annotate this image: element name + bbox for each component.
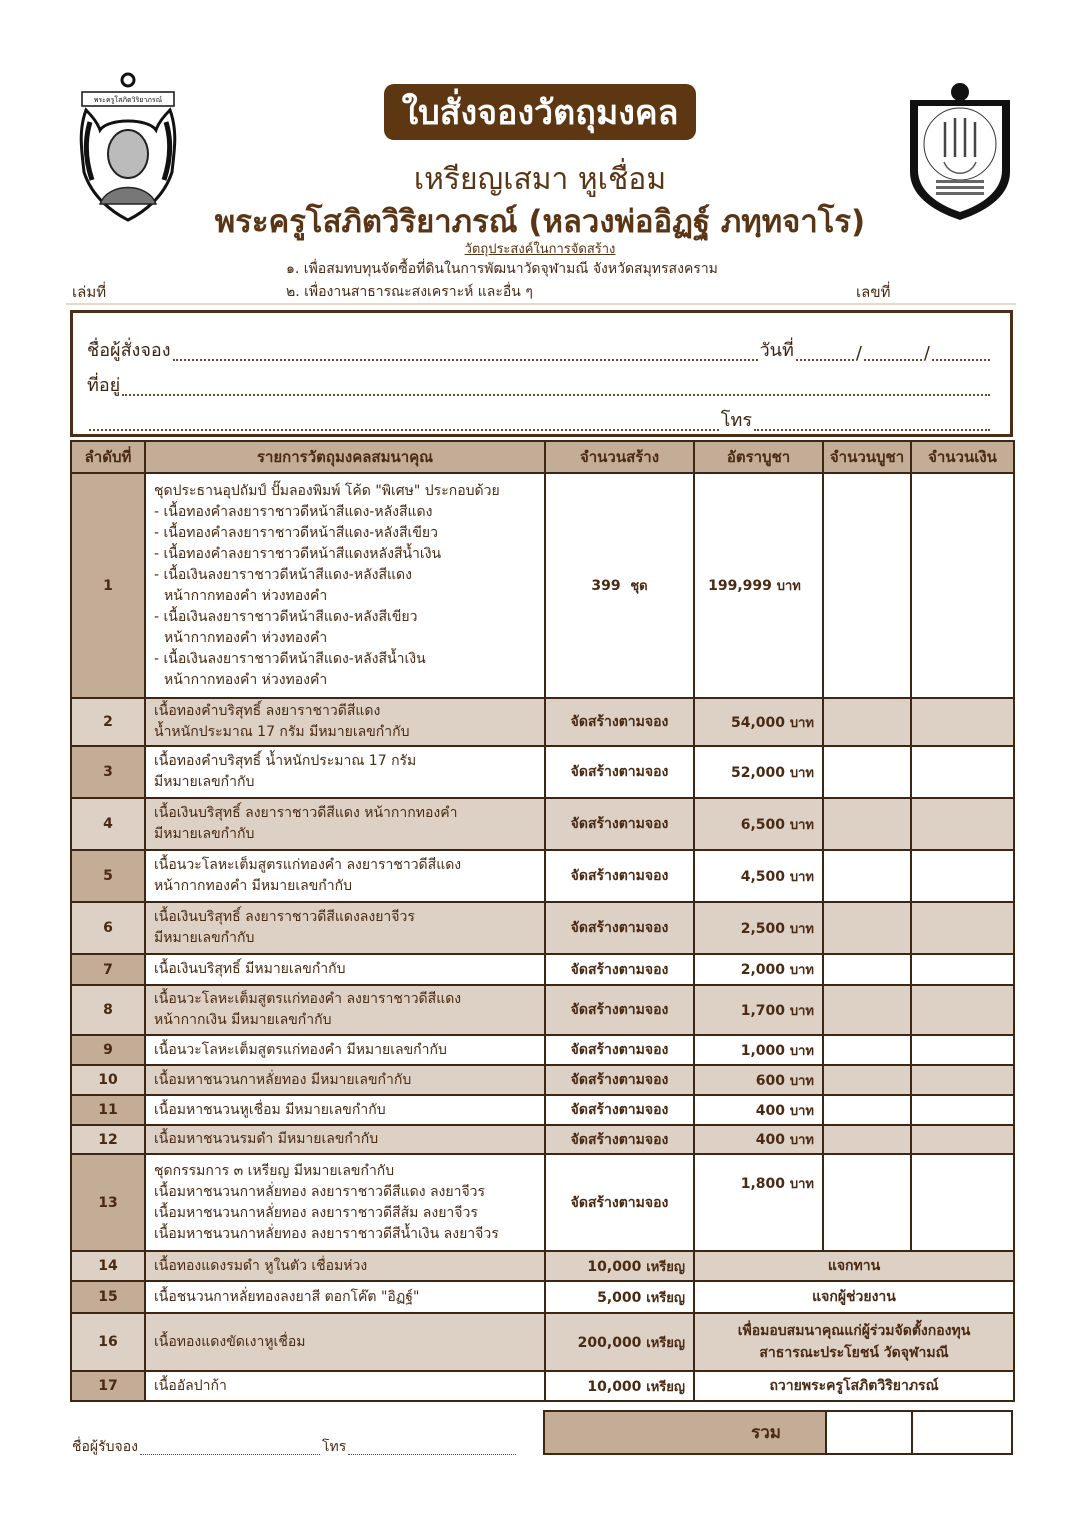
note-line: สาธารณะประโยชน์ วัดจุฬามณี (759, 1345, 949, 1361)
desc-line: เนื้อทองคำบริสุทธิ์ น้ำหนักประมาณ 17 กรัม (154, 753, 417, 769)
orderer-info-form (70, 310, 1013, 437)
quantity-made: จัดสร้างตามจอง (545, 850, 694, 902)
item-description (145, 798, 545, 850)
table-row (71, 1371, 1014, 1401)
order-qty-cell[interactable] (823, 850, 911, 902)
address-phone-line (87, 405, 992, 434)
desc-line: ชุดกรรมการ ๓ เหรียญ มีหมายเลขกำกับ (154, 1162, 395, 1179)
date-label: วันที่ (759, 340, 794, 361)
address-field-2[interactable] (89, 417, 719, 431)
quantity-made: จัดสร้างตามจอง (545, 954, 694, 985)
price (694, 954, 823, 985)
price-value: 199,999 (708, 578, 772, 594)
item-description (145, 1251, 545, 1281)
row-number: 1 (71, 473, 145, 698)
desc-line: - เนื้อเงินลงยาราชาวดีหน้าสีแดง-หลังสีเขียว (154, 608, 418, 625)
column-header-amount: จำนวนเงิน (911, 441, 1014, 473)
row-number: 15 (71, 1281, 145, 1313)
quantity-unit: ชุด (630, 579, 648, 594)
quantity-value: 200,000 (577, 1334, 642, 1351)
price-unit: บาท (776, 579, 801, 594)
order-qty-cell[interactable] (823, 902, 911, 954)
item-description (145, 746, 545, 798)
quantity-made (545, 473, 694, 698)
price-value: 400 (755, 1102, 785, 1119)
price-unit: บาท (789, 963, 814, 978)
price (694, 473, 823, 698)
table-row (71, 1313, 1014, 1371)
quantity-made: จัดสร้างตามจอง (545, 1065, 694, 1095)
address-line (87, 370, 992, 399)
address-label: ที่อยู่ (87, 375, 121, 396)
desc-line: หน้ากากทองคำ ห่วงทองคำ (164, 671, 328, 688)
quantity-made: จัดสร้างตามจอง (545, 1125, 694, 1154)
table-row (71, 902, 1014, 954)
amount-cell[interactable] (911, 1095, 1014, 1125)
table-row (71, 1251, 1014, 1281)
amount-cell[interactable] (911, 746, 1014, 798)
desc-line: น้ำหนักประมาณ 17 กรัม มีหมายเลขกำกับ (154, 724, 410, 740)
receiver-phone-field[interactable] (348, 1445, 516, 1455)
desc-line: เนื้อทองแดงรมดำ หูในตัว เชื่อมห่วง (154, 1257, 368, 1274)
table-row (71, 1035, 1014, 1065)
row-number: 3 (71, 746, 145, 798)
quantity-made: จัดสร้างตามจอง (545, 798, 694, 850)
amount-cell[interactable] (911, 473, 1014, 698)
address-field[interactable] (122, 382, 990, 396)
desc-line: - เนื้อทองคำลงยาราชาวดีหน้าสีแดง-หลังสีเขียว (154, 524, 438, 541)
price-value: 6,500 (740, 816, 785, 833)
price-unit: บาท (789, 1073, 814, 1089)
quantity-made: จัดสร้างตามจอง (545, 985, 694, 1035)
desc-line: มีหมายเลขกำกับ (154, 826, 255, 842)
price-unit: บาท (789, 869, 814, 885)
quantity-made: จัดสร้างตามจอง (545, 698, 694, 746)
desc-line: ชุดประธานอุปถัมป์ ปั๊มลองพิมพ์ โค้ด "พิเศษ" ประกอบด้วย (154, 482, 500, 499)
desc-line: เนื้อมหาชนวนกาหลั่ยทอง ลงยาราชาวดีสีน้ำเงิน ลงยาจีวร (154, 1225, 499, 1242)
desc-line: เนื้อนวะโลหะเต็มสูตรแก่ทองคำ ลงยาราชาวดีสีแดง (154, 857, 462, 873)
item-description (145, 473, 545, 698)
table-row (71, 473, 1014, 698)
price-value: 52,000 (730, 764, 785, 781)
price (694, 902, 823, 954)
quantity-made: จัดสร้างตามจอง (545, 1154, 694, 1251)
order-qty-cell[interactable] (823, 1095, 911, 1125)
date-month-field[interactable] (864, 347, 922, 361)
item-description (145, 1371, 545, 1401)
quantity-made (545, 1313, 694, 1371)
amount-cell[interactable] (911, 1154, 1014, 1251)
column-header-item: รายการวัตถุมงคลสมนาคุณ (145, 441, 545, 473)
row-number: 7 (71, 954, 145, 985)
price-unit: บาท (789, 921, 814, 937)
phone-label: โทร (720, 410, 752, 431)
table-row (71, 850, 1014, 902)
item-description (145, 1065, 545, 1095)
table-row (71, 1065, 1014, 1095)
desc-line: - เนื้อเงินลงยาราชาวดีหน้าสีแดง-หลังสีแดง (154, 566, 412, 583)
table-header-row (71, 441, 1014, 473)
row-number: 17 (71, 1371, 145, 1401)
row-number: 16 (71, 1313, 145, 1371)
desc-line: มีหมายเลขกำกับ (154, 774, 255, 790)
item-description (145, 985, 545, 1035)
date-separator: / (855, 343, 862, 364)
desc-line: หน้ากากทองคำ ห่วงทองคำ (164, 629, 328, 646)
running-number-label: เลขที่ (856, 283, 891, 301)
price-value: 2,500 (740, 920, 785, 937)
total-amount-cell[interactable] (913, 1412, 1011, 1453)
date-day-field[interactable] (796, 347, 854, 361)
table-row (71, 1125, 1014, 1154)
temple-emblem-icon (900, 82, 1020, 222)
row-number: 11 (71, 1095, 145, 1125)
total-order-qty-cell[interactable] (827, 1412, 913, 1453)
price-value: 2,000 (740, 962, 785, 978)
price-unit: บาท (789, 765, 814, 781)
quantity-value: 10,000 (587, 1258, 642, 1275)
quantity-made: จัดสร้างตามจอง (545, 902, 694, 954)
desc-line: - เนื้อทองคำลงยาราชาวดีหน้าสีแดงหลังสีน้ำเงิน (154, 545, 442, 562)
desc-line: เนื้อทองคำบริสุทธิ์ ลงยาราชาวดีสีแดง (154, 703, 381, 719)
date-year-field[interactable] (932, 347, 990, 361)
desc-line: เนื้อเงินบริสุทธิ์ ลงยาราชาวดีสีแดงลงยาจีวร (154, 909, 415, 925)
orderer-name-line (87, 335, 992, 364)
item-description (145, 954, 545, 985)
row-number: 14 (71, 1251, 145, 1281)
quantity-unit: เหรียญ (646, 1335, 685, 1351)
item-description (145, 1035, 545, 1065)
total-box (543, 1410, 1013, 1455)
price-unit: บาท (789, 1133, 814, 1148)
table-row (71, 1154, 1014, 1251)
quantity-made (545, 1371, 694, 1401)
price (694, 1095, 823, 1125)
price (694, 1065, 823, 1095)
item-description (145, 1125, 545, 1154)
amount-cell[interactable] (911, 1125, 1014, 1154)
quantity-value: 399 (591, 578, 621, 594)
table-row (71, 698, 1014, 746)
coin-name-title: เหรียญเสมา หูเชื่อม (413, 162, 667, 197)
desc-line: เนื้อทองแดงขัดเงาหูเชื่อม (154, 1333, 306, 1350)
item-description (145, 1281, 545, 1313)
price (694, 798, 823, 850)
purpose-heading: วัตถุประสงค์ในการจัดสร้าง (464, 242, 616, 257)
column-header-order-qty: จำนวนบูชา (823, 441, 911, 473)
order-qty-cell[interactable] (823, 698, 911, 746)
price (694, 1154, 823, 1251)
order-qty-cell[interactable] (823, 1154, 911, 1251)
amount-cell[interactable] (911, 1035, 1014, 1065)
row-number: 5 (71, 850, 145, 902)
price-value: 1,800 (740, 1176, 785, 1192)
desc-line: เนื้อชนวนกาหลั่ยทองลงยาสี ตอกโค๊ต "อิฏฐ์" (154, 1288, 420, 1305)
quantity-value: 5,000 (597, 1289, 642, 1306)
price (694, 985, 823, 1035)
row-number: 9 (71, 1035, 145, 1065)
amount-cell[interactable] (911, 954, 1014, 985)
items-table (70, 440, 1015, 1402)
desc-line: เนื้อเงินบริสุทธิ์ ลงยาราชาวดีสีแดง หน้ากากทองคำ (154, 805, 458, 821)
price (694, 1035, 823, 1065)
desc-line: เนื้ออัลปาก้า (154, 1377, 227, 1394)
amount-cell[interactable] (911, 698, 1014, 746)
price-unit: บาท (789, 1103, 814, 1119)
order-qty-cell[interactable] (823, 1035, 911, 1065)
price-value: 1,700 (740, 1002, 785, 1019)
order-qty-cell[interactable] (823, 746, 911, 798)
price-unit: บาท (789, 1177, 814, 1192)
quantity-made (545, 1251, 694, 1281)
table-row (71, 985, 1014, 1035)
desc-line: เนื้อนวะโลหะเต็มสูตรแก่ทองคำ มีหมายเลขกำกับ (154, 1041, 447, 1058)
item-note: แจกทาน (694, 1251, 1014, 1281)
page-title: ใบสั่งจองวัตถุมงคล (384, 84, 696, 140)
order-qty-cell[interactable] (823, 985, 911, 1035)
orderer-name-field[interactable] (173, 347, 758, 361)
quantity-made: จัดสร้างตามจอง (545, 746, 694, 798)
row-number: 10 (71, 1065, 145, 1095)
purpose-item-2: ๒. เพื่องานสาธารณะสงเคราะห์ และอื่น ๆ (286, 284, 533, 300)
date-separator: / (923, 343, 930, 364)
quantity-value: 10,000 (587, 1378, 642, 1395)
row-number: 12 (71, 1125, 145, 1154)
monk-name-title: พระครูโสภิตวิริยาภรณ์ (หลวงพ่ออิฏฐ์ ภทฺทจาโร) (214, 204, 866, 240)
note-line: เพื่อมอบสมนาคุณแก่ผู้ร่วมจัดตั้งกองทุน (737, 1323, 971, 1339)
item-description (145, 1154, 545, 1251)
price (694, 746, 823, 798)
row-number: 6 (71, 902, 145, 954)
price-value: 400 (755, 1132, 785, 1148)
table-row (71, 746, 1014, 798)
quantity-made: จัดสร้างตามจอง (545, 1095, 694, 1125)
quantity-unit: เหรียญ (646, 1379, 685, 1395)
book-number-label: เล่มที่ (72, 283, 107, 301)
desc-line: เนื้อมหาชนวนกาหลั่ยทอง ลงยาราชาวดีสีแดง ลงยาจีวร (154, 1183, 486, 1200)
price-unit: บาท (789, 1043, 814, 1059)
item-description (145, 902, 545, 954)
amount-cell[interactable] (911, 798, 1014, 850)
table-row (71, 798, 1014, 850)
amount-cell[interactable] (911, 985, 1014, 1035)
amount-cell[interactable] (911, 850, 1014, 902)
table-row (71, 1095, 1014, 1125)
price-value: 1,000 (740, 1042, 785, 1059)
order-qty-cell[interactable] (823, 1125, 911, 1154)
item-description (145, 1095, 545, 1125)
price (694, 1125, 823, 1154)
column-header-quantity-made: จำนวนสร้าง (545, 441, 694, 473)
item-note (694, 1313, 1014, 1371)
order-qty-cell[interactable] (823, 473, 911, 698)
receiver-name-label: ชื่อผู้รับจอง (72, 1439, 138, 1455)
right-temple-emblem-logo (900, 82, 1020, 222)
orderer-name-label: ชื่อผู้สั่งจอง (87, 340, 171, 361)
order-qty-cell[interactable] (823, 954, 911, 985)
desc-line: หน้ากากเงิน มีหมายเลขกำกับ (154, 1012, 332, 1028)
desc-line: เนื้อเงินบริสุทธิ์ มีหมายเลขกำกับ (154, 961, 346, 977)
desc-line: - เนื้อทองคำลงยาราชาวดีหน้าสีแดง-หลังสีแดง (154, 503, 433, 520)
price-unit: บาท (789, 817, 814, 833)
desc-line: หน้ากากทองคำ ห่วงทองคำ (164, 587, 328, 604)
row-number: 8 (71, 985, 145, 1035)
table-row (71, 1281, 1014, 1313)
column-header-no: ลำดับที่ (71, 441, 145, 473)
price-unit: บาท (789, 715, 814, 731)
quantity-made (545, 1281, 694, 1313)
price-value: 4,500 (740, 868, 785, 885)
price-value: 600 (755, 1072, 785, 1089)
total-label: รวม (545, 1412, 827, 1453)
quantity-unit: เหรียญ (646, 1259, 685, 1275)
price-unit: บาท (789, 1003, 814, 1019)
desc-line: เนื้อมหาชนวนรมดำ มีหมายเลขกำกับ (154, 1131, 379, 1147)
item-description (145, 1313, 545, 1371)
row-number: 13 (71, 1154, 145, 1251)
quantity-unit: เหรียญ (646, 1290, 685, 1306)
receiver-line (72, 1436, 512, 1458)
price-value: 54,000 (730, 714, 785, 731)
order-qty-cell[interactable] (823, 1065, 911, 1095)
monk-medallion-icon (78, 72, 178, 222)
receiver-name-field[interactable] (140, 1445, 320, 1455)
desc-line: เนื้อมหาชนวนกาหลั่ยทอง มีหมายเลขกำกับ (154, 1071, 412, 1088)
row-number: 4 (71, 798, 145, 850)
order-qty-cell[interactable] (823, 798, 911, 850)
column-header-price: อัตราบูชา (694, 441, 823, 473)
amount-cell[interactable] (911, 1065, 1014, 1095)
receiver-phone-label: โทร (321, 1439, 347, 1455)
price (694, 850, 823, 902)
desc-line: - เนื้อเงินลงยาราชาวดีหน้าสีแดง-หลังสีน้ำเงิน (154, 650, 426, 667)
quantity-made: จัดสร้างตามจอง (545, 1035, 694, 1065)
amount-cell[interactable] (911, 902, 1014, 954)
item-note: แจกผู้ช่วยงาน (694, 1281, 1014, 1313)
table-row (71, 954, 1014, 985)
desc-line: เนื้อมหาชนวนกาหลั่ยทอง ลงยาราชาวดีสีส้ม ลงยาจีวร (154, 1204, 478, 1221)
svg-text:พระครูโสภิตวิริยาภรณ์: พระครูโสภิตวิริยาภรณ์ (93, 96, 163, 104)
header-divider (66, 303, 1016, 305)
phone-field[interactable] (754, 417, 990, 431)
purpose-item-1: ๑. เพื่อสมทบทุนจัดซื้อที่ดินในการพัฒนาวัดจุฬามณี จังหวัดสมุทรสงคราม (286, 261, 718, 277)
item-note: ถวายพระครูโสภิตวิริยาภรณ์ (694, 1371, 1014, 1401)
left-medallion-logo (78, 72, 178, 222)
desc-line: หน้ากากทองคำ มีหมายเลขกำกับ (154, 878, 353, 894)
item-description (145, 850, 545, 902)
price (694, 698, 823, 746)
row-number: 2 (71, 698, 145, 746)
desc-line: เนื้อมหาชนวนหูเชื่อม มีหมายเลขกำกับ (154, 1101, 386, 1118)
desc-line: เนื้อนวะโลหะเต็มสูตรแก่ทองคำ ลงยาราชาวดีสีแดง (154, 991, 462, 1007)
desc-line: มีหมายเลขกำกับ (154, 930, 255, 946)
item-description (145, 698, 545, 746)
